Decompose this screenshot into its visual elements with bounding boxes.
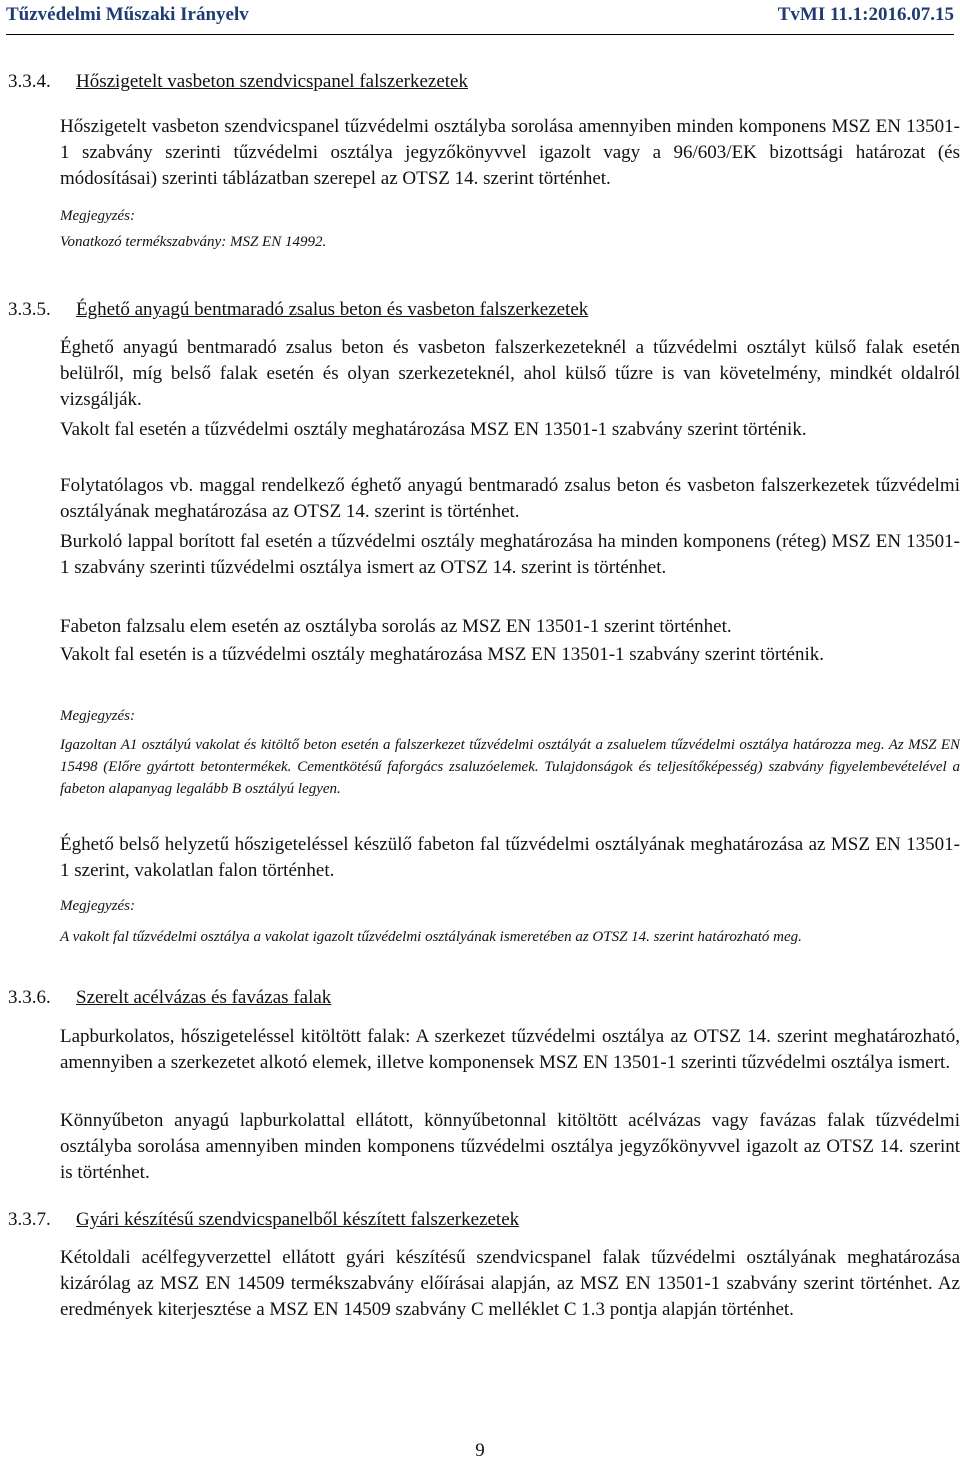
section-title: Gyári készítésű szendvicspanelből készített falszerkezetek	[76, 1209, 520, 1230]
section-number: 3.3.7.	[8, 1209, 51, 1230]
section-number: 3.3.4.	[8, 71, 51, 92]
note-label: Megjegyzés:	[60, 208, 135, 224]
note-text: Igazoltan A1 osztályú vakolat és kitöltő beton esetén a falszerkezet tűzvédelmi osztályát a zsaluelem tűzvédelmi osztálya határozza meg. Az MSZ EN 15498 (Előre gyártott betontermékek. Cementkötésű faforgács zsaluzóelemek. Tulajdonságok és teljesítőképesség) szabvány figyelembevételével a fabeton alapanyag legalább B osztályú legyen.	[60, 737, 960, 797]
note-label: Megjegyzés:	[60, 708, 135, 724]
paragraph: Lapburkolatos, hőszigeteléssel kitöltött falak: A szerkezet tűzvédelmi osztálya az OTSZ 14. szerint meghatározható, amennyiben a szerkezetet alkotó elemek, illetve komponensek MSZ EN 13501-1 szerinti tűzvédelmi osztálya ismert.	[60, 1026, 960, 1073]
paragraph: Fabeton falzsalu elem esetén az osztályba sorolás az MSZ EN 13501-1 szerint történhet.	[60, 616, 732, 637]
paragraph: Burkoló lappal borított fal esetén a tűzvédelmi osztály meghatározása ha minden komponens (réteg) MSZ EN 13501-1 szabvány szerinti tűzvédelmi osztálya ismert az OTSZ 14. szerint is történhet.	[60, 531, 960, 578]
section-number: 3.3.5.	[8, 299, 51, 320]
paragraph: Folytatólagos vb. maggal rendelkező éghető anyagú bentmaradó zsalus beton és vasbeton falszerkezetek tűzvédelmi osztályának meghatározása az OTSZ 14. szerint is történhet.	[60, 475, 960, 522]
paragraph: Vakolt fal esetén is a tűzvédelmi osztály meghatározása MSZ EN 13501-1 szabvány szerint történik.	[60, 644, 824, 665]
section-number: 3.3.6.	[8, 987, 51, 1008]
section-title: Hőszigetelt vasbeton szendvicspanel falszerkezetek	[76, 71, 468, 92]
section-heading-336	[8, 986, 331, 1010]
header-left-title: Tűzvédelmi Műszaki Irányelv	[6, 4, 249, 25]
paragraph: Éghető anyagú bentmaradó zsalus beton és vasbeton falszerkezeteknél a tűzvédelmi osztályt külső falak esetén belülről, míg belső falak esetén és olyan szerkezeteknél, ahol külső tűzre is van követelmény, mindkét oldalról vizsgálják.	[60, 337, 960, 410]
note-text: Vonatkozó termékszabvány: MSZ EN 14992.	[60, 234, 327, 250]
note-text: A vakolt fal tűzvédelmi osztálya a vakolat igazolt tűzvédelmi osztályának ismeretében az OTSZ 14. szerint határozható meg.	[60, 929, 802, 945]
section-title: Szerelt acélvázas és favázas falak	[76, 987, 332, 1008]
section-heading-335	[8, 298, 588, 322]
note-label: Megjegyzés:	[60, 898, 135, 914]
section-heading-337	[8, 1208, 519, 1232]
paragraph: Hőszigetelt vasbeton szendvicspanel tűzvédelmi osztályba sorolása amennyiben minden komponens MSZ EN 13501-1 szabvány szerinti tűzvédelmi osztálya jegyzőkönyvvel igazolt vagy a 96/603/EK bizottsági határozat (és módosításai) szerinti táblázatban szerepel az OTSZ 14. szerint történhet.	[60, 116, 960, 189]
paragraph: Könnyűbeton anyagú lapburkolattal ellátott, könnyűbetonnal kitöltött acélvázas vagy favázas falak tűzvédelmi osztályba sorolása amennyiben minden komponens tűzvédelmi osztálya jegyzőkönyvvel igazolt az OTSZ 14. szerint is történhet.	[60, 1110, 960, 1183]
paragraph: Éghető belső helyzetű hőszigeteléssel készülő fabeton fal tűzvédelmi osztályának meghatározása az MSZ EN 13501-1 szerint, vakolatlan falon történhet.	[60, 834, 960, 881]
paragraph: Vakolt fal esetén a tűzvédelmi osztály meghatározása MSZ EN 13501-1 szabvány szerint történik.	[60, 419, 807, 440]
section-heading-334	[8, 70, 468, 94]
paragraph: Kétoldali acélfegyverzettel ellátott gyári készítésű szendvicspanel falak tűzvédelmi osztályának meghatározása kizárólag az MSZ EN 14509 termékszabvány előírásai alapján, az MSZ EN 13501-1 szabvány szerint történhet. Az eredmények kiterjesztése a MSZ EN 14509 szabvány C melléklet C 1.3 pontja alapján történhet.	[60, 1247, 960, 1320]
header-right-code: TvMI 11.1:2016.07.15	[777, 4, 954, 25]
page-number: 9	[475, 1440, 485, 1461]
section-title: Éghető anyagú bentmaradó zsalus beton és vasbeton falszerkezetek	[76, 299, 589, 320]
page-header	[6, 0, 954, 35]
